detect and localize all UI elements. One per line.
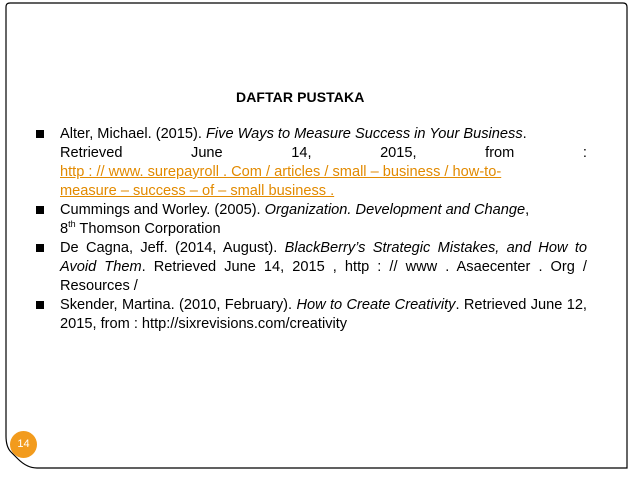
reference-1-url-line-2[interactable]: measure – success – of – small business . xyxy=(60,183,335,199)
reference-4-author: Skender, Martina. (2010, February). xyxy=(60,297,297,313)
reference-4-retrieval: . Retrieved June 12, 2015, from : http://sixrevisions.com/creativity xyxy=(60,297,587,332)
reference-1-url-line-1[interactable]: http : // www. surepayroll . Com / articles / small – business / how-to- xyxy=(60,164,502,180)
reference-1-title: Five Ways to Measure Success in Your Business xyxy=(206,126,523,142)
reference-1-retrieved-from: from xyxy=(485,145,515,161)
page-title: DAFTAR PUSTAKA xyxy=(236,89,365,105)
reference-2-title: Organization. Development and Change xyxy=(264,202,526,218)
reference-4-title: How to Create Creativity xyxy=(296,297,456,313)
reference-3-retrieval: . Retrieved June 14, 2015 , http : // www . Asaecenter . Org / Resources / xyxy=(60,259,587,294)
reference-item-3 xyxy=(34,239,587,296)
reference-1-citation xyxy=(60,125,587,144)
reference-2-publisher: Thomson Corporation xyxy=(75,221,221,237)
reference-3-author: De Cagna, Jeff. (2014, August). xyxy=(60,240,285,256)
reference-1-author: Alter, Michael. (2015). xyxy=(60,126,207,142)
reference-1-retrieved-colon: : xyxy=(582,145,587,161)
square-bullet-icon xyxy=(36,206,44,214)
reference-2-citation xyxy=(60,201,587,220)
reference-2-author: Cummings and Worley. (2005). xyxy=(60,202,265,218)
reference-2-punctuation: , xyxy=(525,202,530,218)
reference-1-retrieved-month: June xyxy=(191,145,223,161)
reference-1-retrieved-year: 2015, xyxy=(380,145,417,161)
reference-1-retrieved-word: Retrieved xyxy=(60,145,123,161)
page-number-badge: 14 xyxy=(10,431,37,458)
reference-3-title: BlackBerry’s Strategic Mistakes, and How to Avoid Them xyxy=(60,240,587,275)
reference-2-publisher-line xyxy=(60,220,587,239)
reference-item-4 xyxy=(34,296,587,334)
reference-2-edition-suffix: th xyxy=(68,219,76,230)
reference-list xyxy=(34,125,587,334)
square-bullet-icon xyxy=(36,130,44,138)
square-bullet-icon xyxy=(36,244,44,252)
reference-1-retrieved-line xyxy=(60,144,587,163)
square-bullet-icon xyxy=(36,301,44,309)
reference-item-1 xyxy=(34,125,587,201)
reference-2-edition-number: 8 xyxy=(60,221,69,237)
reference-1-retrieved-day: 14, xyxy=(291,145,312,161)
reference-item-2 xyxy=(34,201,587,239)
reference-1-punctuation: . xyxy=(522,126,527,142)
